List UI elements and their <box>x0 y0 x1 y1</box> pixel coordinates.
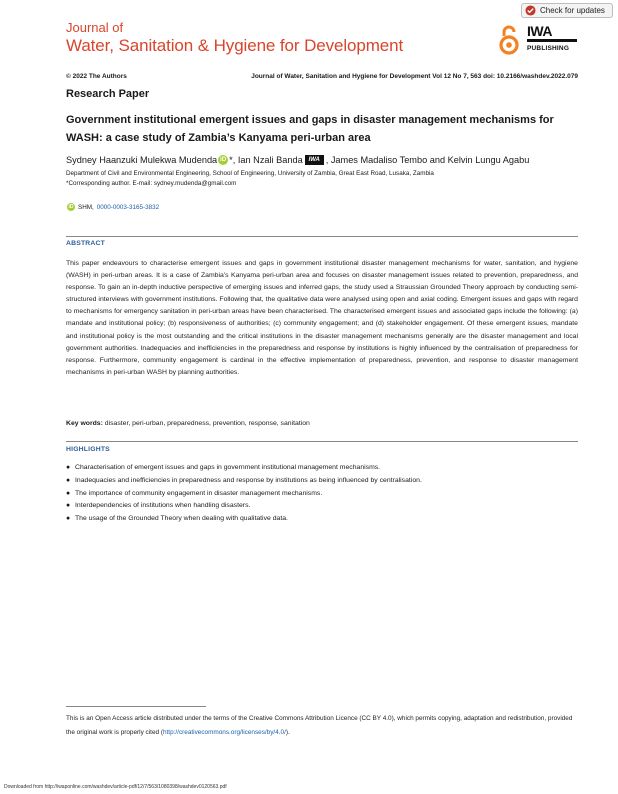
article-type: Research Paper <box>66 88 150 100</box>
keywords-label: Key words: <box>66 420 103 427</box>
journal-name: Water, Sanitation & Hygiene for Development <box>66 36 404 55</box>
bullet-icon: ● <box>66 476 71 484</box>
section-divider <box>66 236 578 237</box>
highlights-heading: HIGHLIGHTS <box>66 446 110 453</box>
footnote-divider <box>66 706 206 707</box>
highlights-list <box>66 462 578 526</box>
orcid-icon: iD <box>68 204 74 210</box>
list-item: ● The importance of community engagement in disaster management mechanisms. <box>66 488 578 501</box>
abstract-heading: ABSTRACT <box>66 240 105 247</box>
bullet-icon: ● <box>66 515 71 523</box>
orcid-line <box>66 203 159 211</box>
bullet-icon: ● <box>66 489 71 497</box>
article-title: Government institutional emergent issues and gaps in disaster management mechanisms for WASH: a case study of Zambia’s Kanyama peri-urban area <box>66 114 554 144</box>
author-name[interactable]: Sydney Haanzuki Mulekwa Mudenda <box>66 155 218 165</box>
publisher-logo-bar <box>527 38 577 43</box>
list-item: ● The usage of the Grounded Theory when dealing with qualitative data. <box>66 513 578 526</box>
keywords <box>66 420 310 427</box>
journal-prefix: Journal of <box>66 20 124 35</box>
copyright: © 2022 The Authors <box>66 73 127 80</box>
citation-line <box>66 73 578 80</box>
check-for-updates-label: Check for updates <box>540 6 605 15</box>
citation: Journal of Water, Sanitation and Hygiene for Development Vol 12 No 7, 563 doi: 10.2166/washdev.2022.079 <box>251 73 578 80</box>
license-link[interactable]: http://creativecommons.org/licenses/by/4.0/ <box>162 729 286 736</box>
open-access-icon <box>498 24 520 56</box>
license-end: ). <box>285 729 290 736</box>
license-text: This is an Open Access article distributed under the terms of the Creative Commons Attribution Licence (CC BY 4.0), which permits copying, adaptation and redistribution, provided the original work is properly cited ( <box>66 715 573 736</box>
affiliation: Department of Civil and Environmental Engineering, School of Engineering, University of Zambia, Great East Road, Lusaka, Zambia <box>66 170 434 177</box>
orcid-link[interactable]: 0000-0003-3165-3832 <box>96 203 160 211</box>
orcid-icon[interactable]: iD <box>220 157 227 163</box>
publisher-sub: PUBLISHING <box>527 45 570 52</box>
crossmark-icon <box>525 5 536 16</box>
corresponding-mark: * <box>229 155 233 165</box>
author-name[interactable]: , Ian Nzali Banda <box>232 155 303 165</box>
check-for-updates-button[interactable] <box>521 3 613 18</box>
list-item: ● Characterisation of emergent issues and gaps in government institutional management mechanisms. <box>66 462 578 475</box>
orcid-label: SHM, <box>78 203 94 211</box>
list-item: ● Inadequacies and inefficiencies in preparedness and response by institutions as being influenced by centralisation. <box>66 475 578 488</box>
section-divider <box>66 441 578 442</box>
keywords-text: disaster, peri-urban, preparedness, prevention, response, sanitation <box>104 420 310 427</box>
iwa-member-icon: IWA <box>305 155 324 165</box>
download-note: Downloaded from http://iwaponline.com/washdev/article-pdf/12/7/563/1080398/washdev0120563.pdf <box>4 784 227 790</box>
author-list <box>66 155 586 165</box>
license-footnote <box>66 712 578 740</box>
list-item: ● Interdependencies of institutions when handling disasters. <box>66 500 578 513</box>
bullet-icon: ● <box>66 464 71 471</box>
abstract-text: This paper endeavours to characterise emergent issues and gaps in government institutional disaster management mechanisms for water, sanitation, and hygiene (WASH) in peri-urban areas. It is a case of Zambia’s Kanyama peri-urban area and focuses on disaster management issues related to prevention, preparedness, and response. To gain an in-depth inductive perspective of emerging issues and inferred gaps, the study used a Straussian Grounded Theory approach by conducting semi-structured interviews with government institutions. Following that, the qualitative data were analysed using open and axial coding. Emergent issues and gaps with regard to mechanisms for emergency sanitation in peri-urban areas have been characterised. The characterised emergent issues and associated gaps include the following: (a) mandate and institutional policy; (b) responsiveness of authorities; (c) community engagement; and (d) stakeholder engagement. Of these emergent issues, mandate and institutional policy is the most outstanding and the critical institutions in the disaster management mechanisms generally are the disaster management and local government authorities. Inadequacies and inefficiencies in the preparedness and response by institutions is highly influenced by the centralisation of preparedness for response. Furthermore, community engagement is cardinal in the effective implementation of preparedness, prevention, and response to disaster management mechanisms in peri-urban WASH by planning authorities. <box>66 260 578 376</box>
corresponding-author: *Corresponding author. E-mail: sydney.mudenda@gmail.com <box>66 180 237 187</box>
bullet-icon: ● <box>66 502 71 510</box>
publisher-logo: IWA <box>527 23 552 39</box>
author-name[interactable]: , James Madaliso Tembo and Kelvin Lungu Agabu <box>325 155 530 165</box>
